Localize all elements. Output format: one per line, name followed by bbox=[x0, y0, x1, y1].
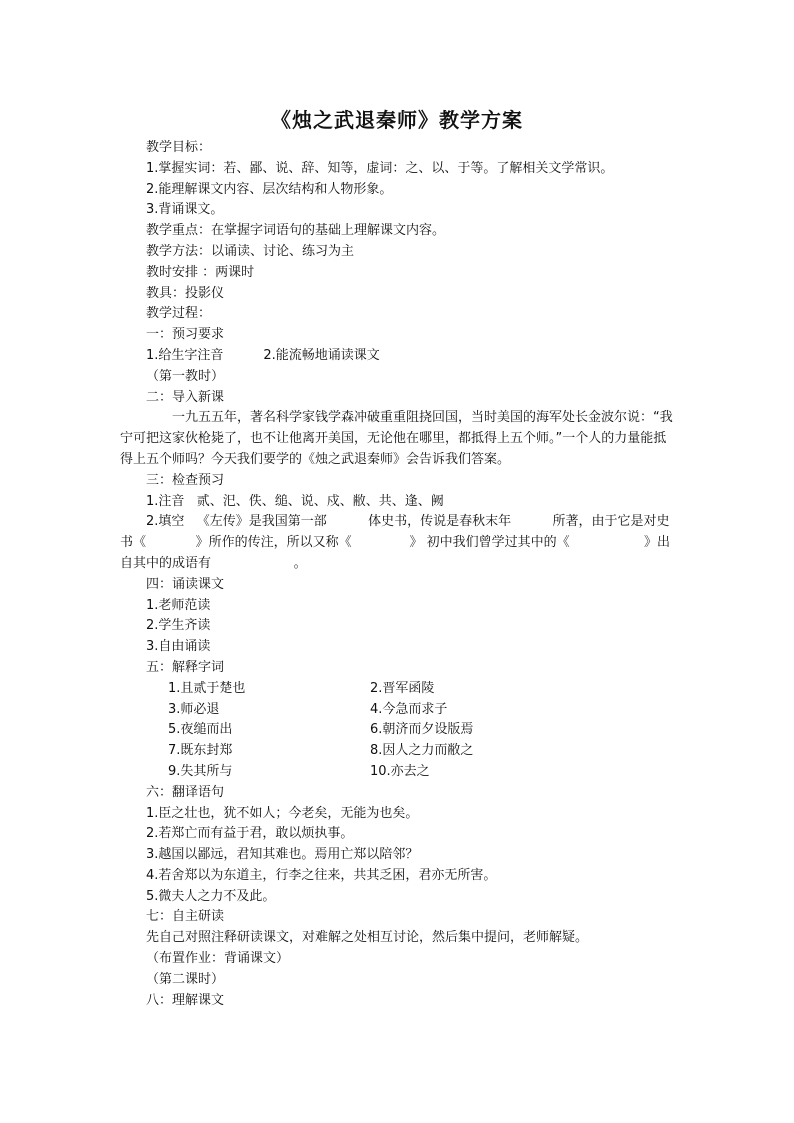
section-4-heading: 四：诵读课文 bbox=[146, 576, 225, 592]
section-1-heading: 一：预习要求 bbox=[146, 327, 225, 343]
word-row bbox=[146, 679, 676, 700]
section-1-item-b: 2.能流畅地诵读课文 bbox=[263, 347, 380, 363]
section-4-item-c: 3.自由诵读 bbox=[146, 639, 211, 655]
word-row bbox=[146, 700, 676, 721]
process-heading: 教学过程： bbox=[146, 306, 212, 322]
section-3-item-a: 1.注音 贰、汜、佚、缒、说、戍、敝、共、逢、阙 bbox=[146, 493, 444, 509]
translate-item-2: 2.若郑亡而有益于君，敢以烦执事。 bbox=[146, 826, 354, 842]
goal-item-2: 2.能理解课文内容、层次结构和人物形象。 bbox=[146, 181, 393, 197]
word-item: 4.今急而求子 bbox=[370, 701, 448, 717]
translate-item-1: 1.臣之壮也，犹不如人；今老矣，无能为也矣。 bbox=[146, 805, 419, 821]
word-item: 9.失其所与 bbox=[168, 763, 233, 779]
word-item: 8.因人之力而敝之 bbox=[370, 743, 474, 759]
word-item: 10.亦去之 bbox=[370, 763, 430, 779]
homework-note: （布置作业：背诵课文） bbox=[146, 951, 290, 967]
word-item: 1.且贰于楚也 bbox=[168, 680, 246, 696]
word-item: 5.夜缒而出 bbox=[168, 722, 233, 738]
word-item: 7.既东封郑 bbox=[168, 743, 233, 759]
period-2-label: （第二课时） bbox=[146, 971, 225, 987]
teaching-tools: 教具：投影仪 bbox=[146, 285, 225, 301]
section-1-items bbox=[146, 346, 676, 367]
translate-item-3: 3.越国以鄙远，君知其难也。焉用亡郑以陪邻？ bbox=[146, 847, 419, 863]
document-title: 《烛之武退秦师》教学方案 bbox=[271, 108, 523, 132]
goal-heading: 教学目标： bbox=[146, 140, 212, 155]
translate-item-4: 4.若舍郑以为东道主，行李之往来，共其乏困，君亦无所害。 bbox=[146, 867, 497, 883]
section-7-heading: 七：自主研读 bbox=[146, 909, 225, 925]
section-5-heading: 五：解释字词 bbox=[146, 659, 225, 675]
goal-item-1: 1.掌握实词：若、鄙、说、辞、知等，虚词：之、以、于等。了解相关文学常识。 bbox=[146, 160, 614, 176]
word-row bbox=[146, 741, 676, 762]
section-7-paragraph: 先自己对照注释研读课文，对难解之处相互讨论，然后集中提问，老师解疑。 bbox=[146, 930, 589, 946]
word-item: 3.师必退 bbox=[168, 701, 220, 717]
section-3-item-b: 2.填空 《左传》是我国第一部 体史书，传说是春秋末年 所著，由于它是对史书《 》所作的传注，所以又称《 》 初中我们曾学过其中的《 》出自其中的成语有 。 bbox=[120, 514, 670, 571]
translate-item-5: 5.微夫人之力不及此。 bbox=[146, 888, 276, 904]
time-arrangement: 教时安排 ：两课时 bbox=[146, 264, 255, 280]
section-6-heading: 六：翻译语句 bbox=[146, 784, 225, 800]
section-1-item-a: 1.给生字注音 bbox=[146, 347, 224, 363]
word-item: 2.晋军函陵 bbox=[370, 680, 435, 696]
word-row bbox=[146, 720, 676, 741]
word-item: 6.朝济而夕设版焉 bbox=[370, 722, 474, 738]
period-1-label: （第一教时） bbox=[146, 368, 225, 384]
word-row bbox=[146, 762, 676, 783]
goal-item-3: 3.背诵课文。 bbox=[146, 202, 224, 218]
section-4-item-a: 1.老师范读 bbox=[146, 597, 211, 613]
section-8-heading: 八：理解课文 bbox=[146, 992, 225, 1008]
key-points: 教学重点：在掌握字词语句的基础上理解课文内容。 bbox=[146, 223, 446, 239]
section-2-heading: 二：导入新课 bbox=[146, 389, 225, 405]
section-3-heading: 三：检查预习 bbox=[146, 472, 225, 488]
section-4-item-b: 2.学生齐读 bbox=[146, 618, 211, 634]
section-2-paragraph: 一九五五年，著名科学家钱学森冲破重重阻挠回国，当时美国的海军处长金波尔说：“我宁可把这家伙枪毙了，也不让他离开美国，无论他在哪里，都抵得上五个师。”一个人的力量能抵得上五个师吗？今天我们要学的《烛之武退秦师》会告诉我们答案。 bbox=[120, 410, 673, 467]
document-body bbox=[120, 138, 676, 1011]
teaching-method: 教学方法：以诵读、讨论、练习为主 bbox=[146, 243, 355, 259]
